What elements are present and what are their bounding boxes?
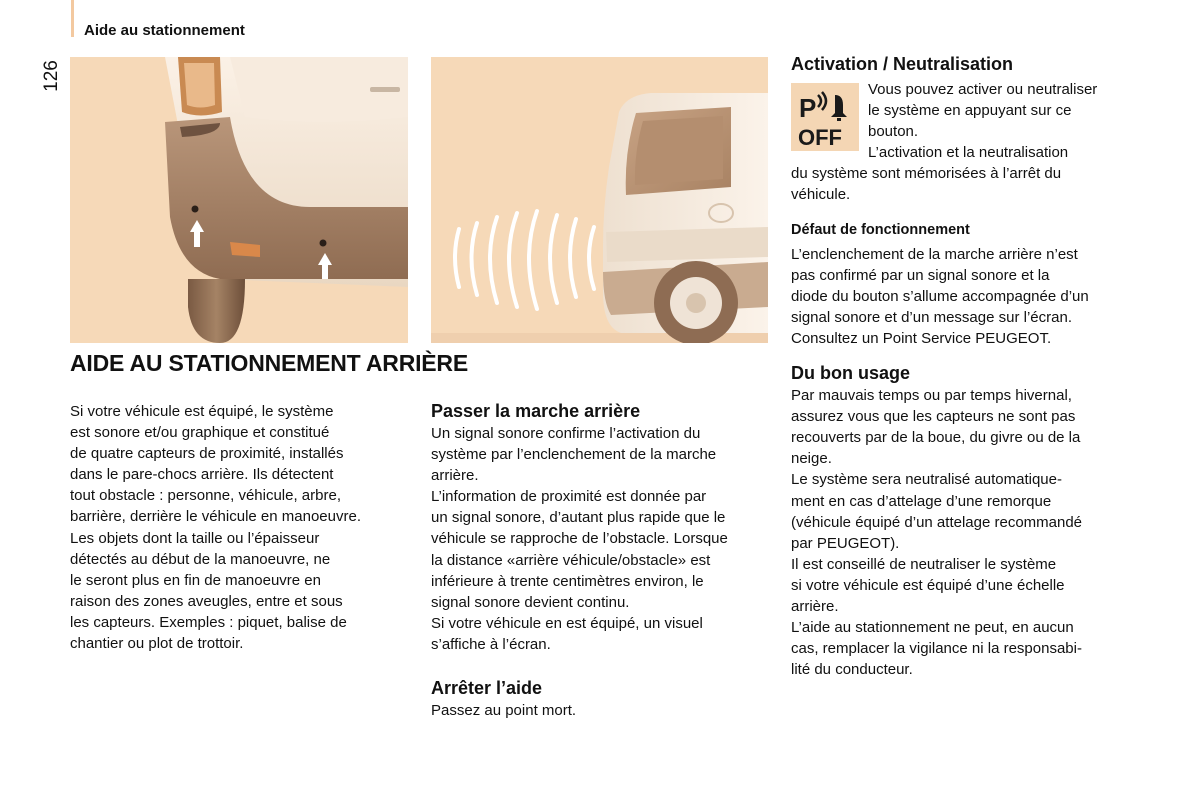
reverse-line: véhicule se rapproche de l’obstacle. Lorsque: [431, 530, 728, 548]
intro-line: Les objets dont la taille ou l’épaisseur: [70, 529, 320, 547]
malfunction-line: Consultez un Point Service PEUGEOT.: [791, 329, 1052, 347]
illustration-rear-bumper: [70, 57, 408, 343]
activation-line: le système en appuyant sur ce: [868, 102, 1072, 120]
activation-line: du système sont mémorisées à l’arrêt du: [791, 165, 1062, 183]
reverse-line: la distance «arrière véhicule/obstacle» est: [431, 551, 711, 569]
malfunction-heading: Défaut de fonctionnement: [791, 221, 970, 238]
reverse-line: Si votre véhicule en est équipé, un visuel: [431, 614, 703, 632]
good-use-line: recouverts par de la boue, du givre ou de la: [791, 429, 1081, 447]
good-use-line: ment en cas d’attelage d’une remorque: [791, 492, 1052, 510]
good-use-line: Le système sera neutralisé automatique-: [791, 471, 1062, 489]
malfunction-line: pas confirmé par un signal sonore et la: [791, 266, 1050, 284]
reverse-line: un signal sonore, d’autant plus rapide que le: [431, 509, 726, 527]
activation-block: [791, 79, 1136, 206]
intro-line: est sonore et/ou graphique et constitué: [70, 424, 330, 442]
activation-line: Vous pouvez activer ou neutraliser: [868, 81, 1098, 98]
reverse-line: Un signal sonore confirme l’activation du: [431, 425, 701, 442]
good-use-line: Par mauvais temps ou par temps hivernal,: [791, 387, 1072, 405]
activation-line: L’activation et la neutralisation: [868, 144, 1069, 162]
intro-text: [70, 401, 410, 654]
right-column: [791, 52, 1136, 680]
middle-column: [431, 399, 776, 721]
intro-line: détectés au début de la manoeuvre, ne: [70, 550, 331, 568]
intro-line: de quatre capteurs de proximité, installés: [70, 445, 344, 463]
stop-text: Passez au point mort.: [431, 702, 577, 720]
page-number: [34, 58, 70, 94]
malfunction-line: signal sonore et d’un message sur l’écran.: [791, 308, 1072, 326]
intro-line: les capteurs. Exemples : piquet, balise de: [70, 613, 347, 631]
activation-heading: Activation / Neutralisation: [791, 54, 1014, 74]
good-use-line: par PEUGEOT).: [791, 534, 900, 552]
page-number-text: 126: [41, 60, 62, 92]
reverse-line: système par l’enclenchement de la marche: [431, 446, 717, 464]
malfunction-line: diode du bouton s’allume accompagnée d’un: [791, 287, 1089, 305]
reverse-line: signal sonore devient continu.: [431, 593, 630, 611]
good-use-line: assurez vous que les capteurs ne sont pas: [791, 408, 1076, 426]
good-use-line: L’aide au stationnement ne peut, en aucun: [791, 619, 1074, 637]
header-accent-bar: [71, 0, 74, 37]
intro-line: dans le pare-chocs arrière. Ils détectent: [70, 466, 334, 484]
park-assist-off-button-icon: [791, 83, 859, 151]
good-use-line: lité du conducteur.: [791, 661, 913, 679]
good-use-line: Il est conseillé de neutraliser le système: [791, 555, 1057, 573]
svg-text:P: P: [799, 93, 817, 123]
section-header: Aide au stationnement: [84, 22, 245, 39]
intro-line: raison des zones aveugles, entre et sous: [70, 592, 343, 610]
activation-line: véhicule.: [791, 186, 851, 204]
activation-line: bouton.: [868, 123, 919, 141]
good-use-line: cas, remplacer la vigilance ni la responsabi-: [791, 640, 1082, 658]
intro-line: chantier ou plot de trottoir.: [70, 635, 244, 653]
malfunction-line: L’enclenchement de la marche arrière n’est: [791, 245, 1078, 263]
reverse-line: arrière.: [431, 467, 479, 485]
intro-line: barrière, derrière le véhicule en manoeuvre.: [70, 508, 361, 526]
reverse-line: inférieure à trente centimètres environ, le: [431, 572, 704, 590]
good-use-line: neige.: [791, 450, 832, 468]
reverse-heading: Passer la marche arrière: [431, 401, 641, 421]
stop-heading: Arrêter l’aide: [431, 678, 543, 699]
intro-line: tout obstacle : personne, véhicule, arbre,: [70, 487, 341, 505]
intro-line: Si votre véhicule est équipé, le système: [70, 403, 334, 420]
off-label: OFF: [798, 125, 842, 150]
good-use-line: si votre véhicule est équipé d’une échelle: [791, 576, 1065, 594]
reverse-line: s’affiche à l’écran.: [431, 635, 551, 653]
good-use-line: (véhicule équipé d’un attelage recommandé: [791, 513, 1083, 531]
illustration-van-sound-waves: [431, 57, 768, 343]
page-title: AIDE AU STATIONNEMENT ARRIÈRE: [70, 350, 468, 376]
good-use-heading: Du bon usage: [791, 363, 911, 384]
reverse-line: L’information de proximité est donnée par: [431, 488, 707, 506]
intro-line: le seront plus en fin de manoeuvre en: [70, 571, 321, 589]
good-use-line: arrière.: [791, 597, 839, 615]
